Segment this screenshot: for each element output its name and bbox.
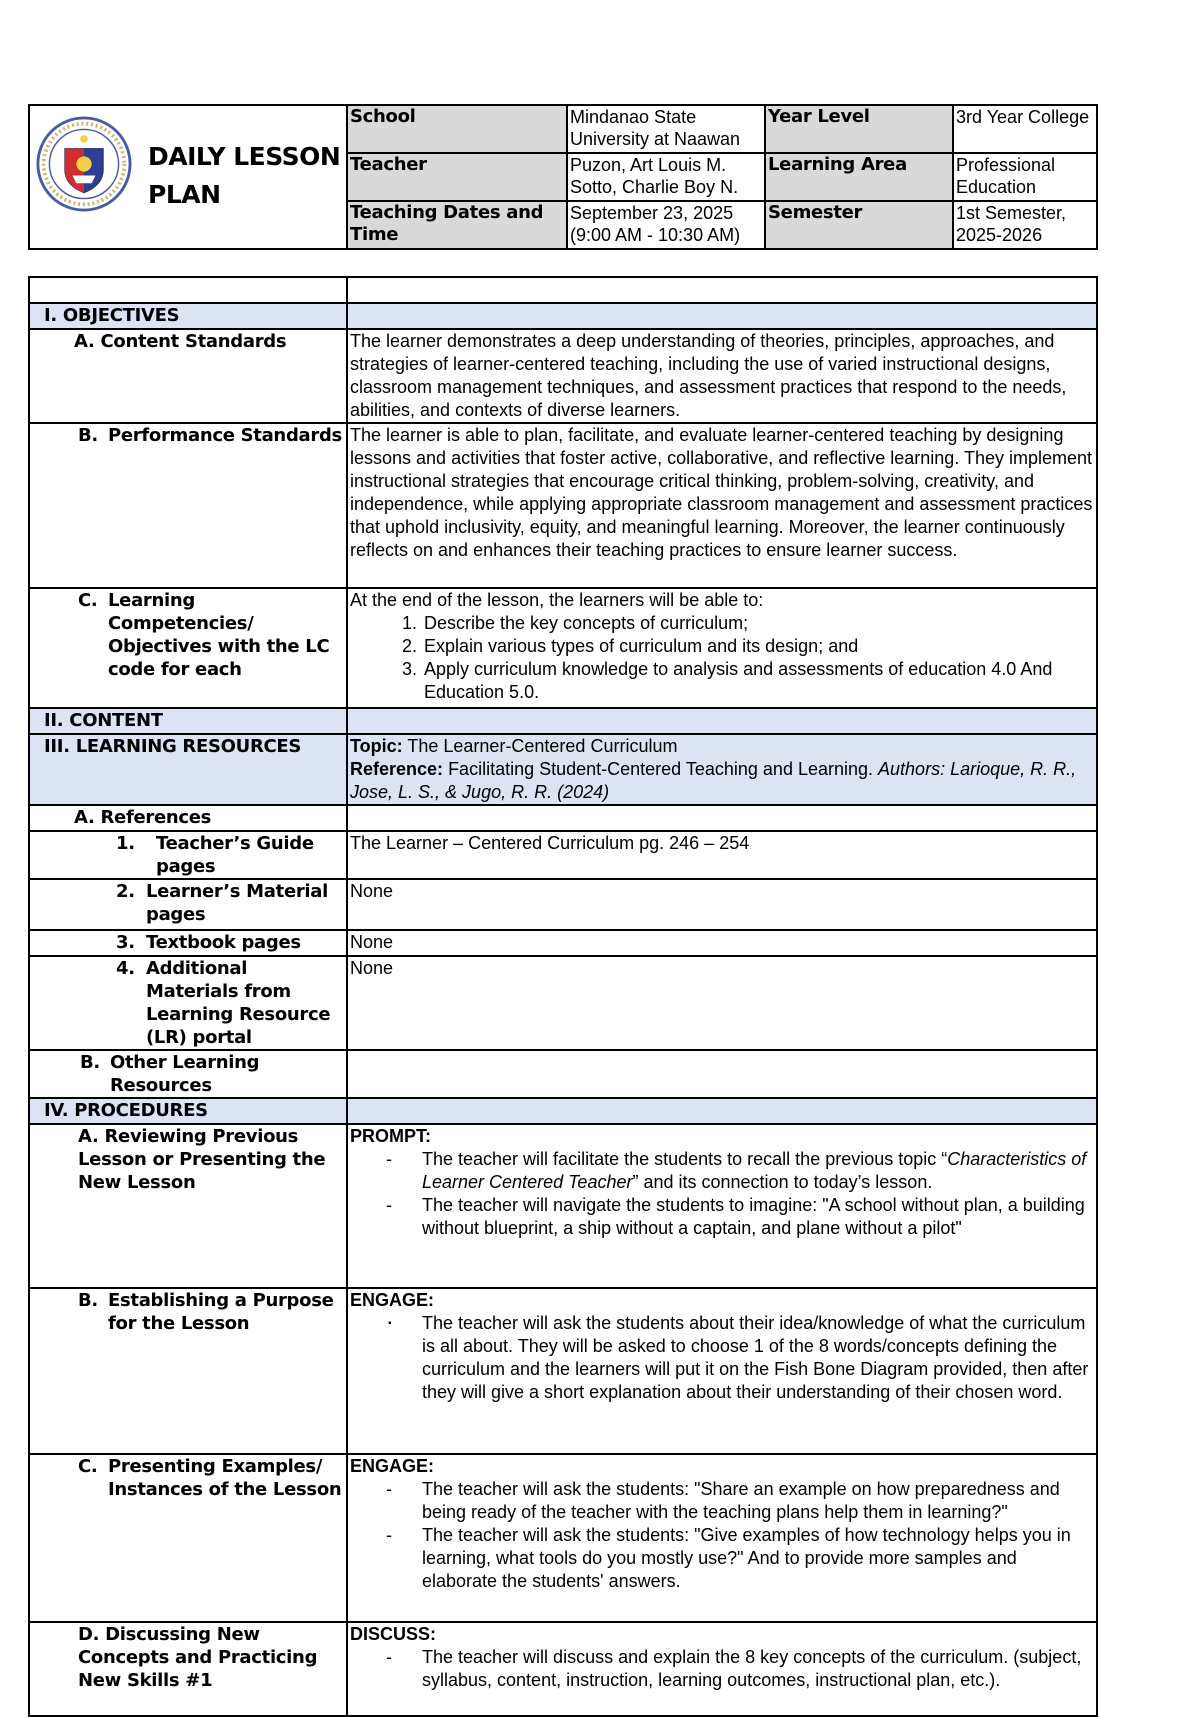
learning-competencies-intro: At the end of the lesson, the learners will be able to: [350, 590, 764, 610]
learning-resources-cell [347, 734, 1097, 805]
semester-value: 1st Semester, 2025-2026 [953, 201, 1097, 249]
reference-authors: Authors: Larioque, R. R., Jose, L. S., & Jugo, R. R. (2024) [350, 759, 1077, 802]
list-item: - The teacher will ask the students: "Give examples of how technology helps you in learning, what tools do you mostly use?" And to provide more samples and elaborate the students' answers. [422, 1524, 1094, 1593]
document-title [148, 138, 340, 214]
procedure-c-heading: ENGAGE: [350, 1456, 435, 1476]
other-resources-marker: B. [80, 1052, 100, 1073]
title-line-2: PLAN [148, 180, 221, 209]
procedure-a-heading: PROMPT: [350, 1126, 431, 1146]
deped-seal-icon [36, 116, 132, 212]
year-level-value: 3rd Year College [953, 105, 1097, 153]
list-item: ▪ The teacher will ask the students about their idea/knowledge of what the curriculum is all about. They will be asked to choose 1 of the 8 words/concepts defining the curriculum and the learners will put it on the Fish Bone Diagram provided, then after they will give a short explanation about their understanding of their chosen word. [422, 1312, 1094, 1404]
procedure-c-marker: C. [78, 1456, 98, 1477]
list-item: 3. Apply curriculum knowledge to analysis and assessments of education 4.0 And Education 5.0. [422, 658, 1094, 704]
learning-competencies-cell [347, 588, 1097, 708]
learning-area-value: Professional Education [953, 153, 1097, 201]
objectives-heading: I. OBJECTIVES [29, 303, 347, 329]
section-procedures [29, 1098, 1097, 1124]
list-item: 2. Explain various types of curriculum and its design; and [422, 635, 1094, 658]
header-table [28, 104, 1098, 250]
procedure-b-cell [347, 1288, 1097, 1454]
additional-materials-marker: 4. [116, 958, 135, 979]
textbook-marker: 3. [116, 932, 135, 953]
blank-row [29, 277, 1097, 303]
additional-materials-row [29, 956, 1097, 1050]
teacher-label: Teacher [347, 153, 567, 201]
section-learning-resources [29, 734, 1097, 805]
logo-cell [29, 105, 347, 249]
references-row [29, 805, 1097, 831]
procedure-a-list [350, 1148, 1094, 1240]
procedure-a-row [29, 1124, 1097, 1288]
procedure-c-list [350, 1478, 1094, 1593]
list-item: - The teacher will ask the students: "Share an example on how preparedness and being ready of the teacher with the teaching plans help them in learning?" [422, 1478, 1094, 1524]
procedure-a-label: A. Reviewing Previous Lesson or Presenting the New Lesson [29, 1124, 347, 1288]
content-standards-label: A. Content Standards [29, 329, 347, 423]
teacher-value: Puzon, Art Louis M. Sotto, Charlie Boy N. [567, 153, 765, 201]
list-item: 1. Describe the key concepts of curriculum; [422, 612, 1094, 635]
learning-area-label: Learning Area [765, 153, 953, 201]
learners-material-value: None [347, 879, 1097, 930]
learners-material-marker: 2. [116, 881, 135, 902]
learning-competencies-label: Learning Competencies/ Objectives with the LC code for each [108, 590, 330, 680]
procedure-a-item-1-start: The teacher will facilitate the students to recall the previous topic “ [422, 1149, 948, 1169]
learners-material-label: Learner’s Material pages [146, 881, 329, 925]
list-item [422, 1148, 1094, 1194]
textbook-row [29, 930, 1097, 956]
lesson-plan-table [28, 276, 1098, 1717]
procedure-d-row [29, 1622, 1097, 1716]
teaching-dates-label: Teaching Dates and Time [347, 201, 567, 249]
learning-competencies-list [350, 612, 1094, 704]
teachers-guide-label: Teacher’s Guide pages [156, 833, 314, 877]
procedure-d-list [350, 1646, 1094, 1692]
procedure-c-cell [347, 1454, 1097, 1622]
textbook-label: Textbook pages [146, 932, 301, 953]
textbook-value: None [347, 930, 1097, 956]
teaching-dates-value: September 23, 2025 (9:00 AM - 10:30 AM) [567, 201, 765, 249]
performance-standards-row [29, 423, 1097, 588]
performance-standards-marker: B. [78, 425, 98, 446]
list-item: - The teacher will navigate the students to imagine: "A school without plan, a building without blueprint, a ship without a captain, and plane without a pilot" [422, 1194, 1094, 1240]
additional-materials-label: Additional Materials from Learning Resource (LR) portal [146, 958, 331, 1048]
content-standards-row [29, 329, 1097, 423]
learning-competencies-row [29, 588, 1097, 708]
performance-standards-label: Performance Standards [108, 425, 342, 446]
procedure-a-cell [347, 1124, 1097, 1288]
teachers-guide-marker: 1. [116, 833, 135, 854]
learners-material-row [29, 879, 1097, 930]
procedure-d-label: D. Discussing New Concepts and Practicing New Skills #1 [29, 1622, 347, 1716]
reference-value: Facilitating Student-Centered Teaching and Learning. [448, 759, 874, 779]
list-item: - The teacher will discuss and explain the 8 key concepts of the curriculum. (subject, syllabus, content, instruction, learning outcomes, instructional plan, etc.). [422, 1646, 1094, 1692]
other-resources-label: Other Learning Resources [110, 1052, 260, 1096]
semester-label: Semester [765, 201, 953, 249]
procedure-b-marker: B. [78, 1290, 98, 1311]
title-line-1: DAILY LESSON [148, 142, 341, 171]
references-label: A. References [29, 805, 347, 831]
content-standards-text: The learner demonstrates a deep understanding of theories, principles, approaches, and strategies of learner-centered teaching, including the use of varied instructional designs, classroom management techniques, and assessment practices that respond to the needs, abilities, and contexts of diverse learners. [347, 329, 1097, 423]
topic-label: Topic: [350, 736, 403, 756]
performance-standards-text: The learner is able to plan, facilitate, and evaluate learner-centered teaching by designing lessons and activities that foster active, collaborative, and reflective learning. They implement instructional strategies that encourage critical thinking, problem-solving, creativity, and independence, while applying appropriate classroom management and assessment practices that uphold inclusivity, equity, and meaningful learning. Moreover, the learner continuously reflects on and enhances their teaching practices to ensure learner success. [347, 423, 1097, 588]
school-value: Mindanao State University at Naawan [567, 105, 765, 153]
procedure-d-cell [347, 1622, 1097, 1716]
teachers-guide-value: The Learner – Centered Curriculum pg. 246 – 254 [347, 831, 1097, 879]
previous-topic-title: Characteristics of Learner Centered Teacher [422, 1149, 1087, 1192]
learning-competencies-marker: C. [78, 590, 98, 611]
procedure-b-list [350, 1312, 1094, 1404]
procedures-heading: IV. PROCEDURES [29, 1098, 347, 1124]
procedure-c-label: Presenting Examples/ Instances of the Lesson [108, 1456, 342, 1500]
procedure-b-row [29, 1288, 1097, 1454]
section-content [29, 708, 1097, 734]
section-objectives [29, 303, 1097, 329]
topic-value: The Learner-Centered Curriculum [407, 736, 678, 756]
procedure-d-heading: DISCUSS: [350, 1624, 437, 1644]
reference-label: Reference: [350, 759, 444, 779]
other-resources-row [29, 1050, 1097, 1098]
procedure-c-row [29, 1454, 1097, 1622]
procedure-b-heading: ENGAGE: [350, 1290, 435, 1310]
school-label: School [347, 105, 567, 153]
content-heading: II. CONTENT [29, 708, 347, 734]
additional-materials-value: None [347, 956, 1097, 1050]
learning-resources-heading: III. LEARNING RESOURCES [29, 734, 347, 805]
procedure-b-label: Establishing a Purpose for the Lesson [108, 1290, 334, 1334]
year-level-label: Year Level [765, 105, 953, 153]
teachers-guide-row [29, 831, 1097, 879]
procedure-a-item-1-end: ” and its connection to today’s lesson. [632, 1172, 933, 1192]
